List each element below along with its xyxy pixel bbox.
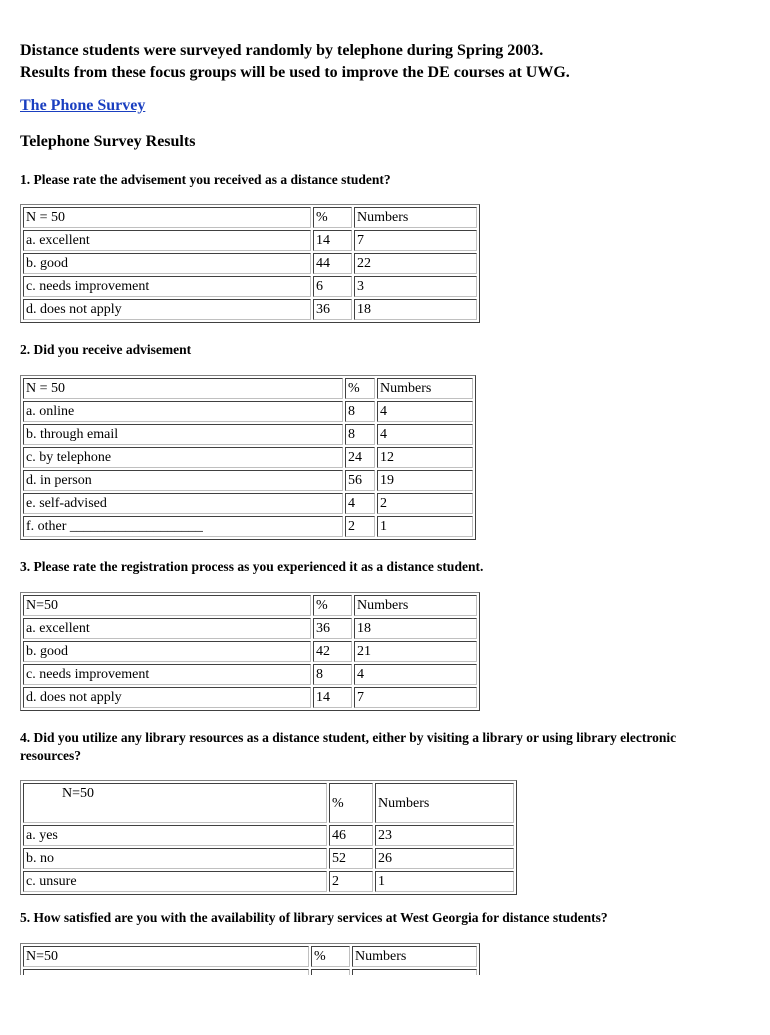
answer-label-cell: b. through email xyxy=(23,424,343,445)
table-row xyxy=(23,230,477,251)
answer-label-cell: a. excellent xyxy=(23,618,311,639)
table-row xyxy=(23,299,477,320)
percent-cell: 2 xyxy=(329,871,373,892)
numbers-header-cell: Numbers xyxy=(354,595,477,616)
answer-label-cell: c. needs improvement xyxy=(23,276,311,297)
table-row xyxy=(23,401,473,422)
n-header-cell: N=50 xyxy=(23,946,309,967)
percent-cell: 2 xyxy=(345,516,375,537)
n-header-cell: N=50 xyxy=(23,783,327,823)
numbers-cell: 1 xyxy=(377,516,473,537)
numbers-cell: 4 xyxy=(377,424,473,445)
table-header-row xyxy=(23,207,477,228)
numbers-cell: 2 xyxy=(377,493,473,514)
table-row xyxy=(23,618,477,639)
table-header-row xyxy=(23,946,477,967)
percent-cell: 8 xyxy=(345,424,375,445)
percent-cell: 14 xyxy=(313,687,352,708)
question-5-text: 5. How satisfied are you with the availability of library services at West Georgia for distance students? xyxy=(20,910,608,925)
numbers-header-cell: Numbers xyxy=(377,378,473,399)
percent-cell: 56 xyxy=(345,470,375,491)
numbers-cell: 23 xyxy=(375,825,514,846)
numbers-cell: 19 xyxy=(377,470,473,491)
table-header-row xyxy=(23,378,473,399)
question-3-text: 3. Please rate the registration process as you experienced it as a distance student. xyxy=(20,559,484,574)
intro-line-1: Distance students were surveyed randomly by telephone during Spring 2003. xyxy=(20,42,544,59)
numbers-header-cell: Numbers xyxy=(375,783,514,823)
numbers-header-cell: Numbers xyxy=(352,946,477,967)
percent-header-cell: % xyxy=(329,783,373,823)
answer-label-cell: d. does not apply xyxy=(23,299,311,320)
n-header-cell: N=50 xyxy=(23,595,311,616)
question-2-table xyxy=(20,375,476,540)
numbers-cell: 7 xyxy=(354,230,477,251)
percent-cell: 6 xyxy=(313,276,352,297)
numbers-cell: 4 xyxy=(377,401,473,422)
table-row xyxy=(23,276,477,297)
percent-header-cell: % xyxy=(345,378,375,399)
question-3-table xyxy=(20,592,480,711)
table-row xyxy=(23,253,477,274)
table-row xyxy=(23,424,473,445)
table-row xyxy=(23,664,477,685)
numbers-header-cell: Numbers xyxy=(354,207,477,228)
answer-label-cell: e. self-advised xyxy=(23,493,343,514)
question-2-text: 2. Did you receive advisement xyxy=(20,342,192,357)
answer-label-cell: c. unsure xyxy=(23,871,327,892)
answer-label-cell: a. excellent xyxy=(23,230,311,251)
answer-label-cell: d. in person xyxy=(23,470,343,491)
percent-cell: 24 xyxy=(345,447,375,468)
results-heading: Telephone Survey Results xyxy=(20,133,196,150)
percent-cell: 4 xyxy=(345,493,375,514)
n-header-cell: N = 50 xyxy=(23,378,343,399)
n-header-cell: N = 50 xyxy=(23,207,311,228)
intro-line-2: Results from these focus groups will be used to improve the DE courses at UWG. xyxy=(20,64,570,81)
numbers-cell: 18 xyxy=(354,618,477,639)
answer-label-cell: c. needs improvement xyxy=(23,664,311,685)
table-row xyxy=(23,641,477,662)
table-header-row xyxy=(23,783,514,823)
percent-cell: 36 xyxy=(313,299,352,320)
answer-label-cell: b. no xyxy=(23,848,327,869)
table-row xyxy=(23,493,473,514)
numbers-cell: 22 xyxy=(354,253,477,274)
percent-cell: 52 xyxy=(329,848,373,869)
table-header-row xyxy=(23,595,477,616)
table-row xyxy=(23,871,514,892)
question-1-text: 1. Please rate the advisement you received as a distance student? xyxy=(20,172,391,187)
percent-cell: 46 xyxy=(329,825,373,846)
percent-cell: 44 xyxy=(313,253,352,274)
answer-label-cell: a. online xyxy=(23,401,343,422)
answer-label-cell: d. does not apply xyxy=(23,687,311,708)
answer-label-cell: b. good xyxy=(23,641,311,662)
phone-survey-link[interactable]: The Phone Survey xyxy=(20,97,146,114)
percent-header-cell: % xyxy=(311,946,350,967)
page-bottom-mask xyxy=(0,975,770,1035)
answer-label-cell: b. good xyxy=(23,253,311,274)
answer-label-cell: f. other ___________________ xyxy=(23,516,343,537)
numbers-cell: 1 xyxy=(375,871,514,892)
percent-header-cell: % xyxy=(313,595,352,616)
numbers-cell: 4 xyxy=(354,664,477,685)
answer-label-cell: c. by telephone xyxy=(23,447,343,468)
table-row xyxy=(23,848,514,869)
question-4-table xyxy=(20,780,517,895)
answer-label-cell: a. yes xyxy=(23,825,327,846)
percent-header-cell: % xyxy=(313,207,352,228)
table-row xyxy=(23,687,477,708)
percent-cell: 8 xyxy=(313,664,352,685)
intro-text xyxy=(20,40,750,84)
table-row xyxy=(23,447,473,468)
percent-cell: 36 xyxy=(313,618,352,639)
numbers-cell: 3 xyxy=(354,276,477,297)
question-4-text: 4. Did you utilize any library resources as a distance student, either by visiting a library or using library electronic resources? xyxy=(20,730,677,763)
table-row xyxy=(23,516,473,537)
numbers-cell: 7 xyxy=(354,687,477,708)
numbers-cell: 21 xyxy=(354,641,477,662)
question-1-table xyxy=(20,204,480,323)
numbers-cell: 12 xyxy=(377,447,473,468)
percent-cell: 42 xyxy=(313,641,352,662)
percent-cell: 8 xyxy=(345,401,375,422)
table-row xyxy=(23,825,514,846)
table-row xyxy=(23,470,473,491)
numbers-cell: 18 xyxy=(354,299,477,320)
numbers-cell: 26 xyxy=(375,848,514,869)
percent-cell: 14 xyxy=(313,230,352,251)
